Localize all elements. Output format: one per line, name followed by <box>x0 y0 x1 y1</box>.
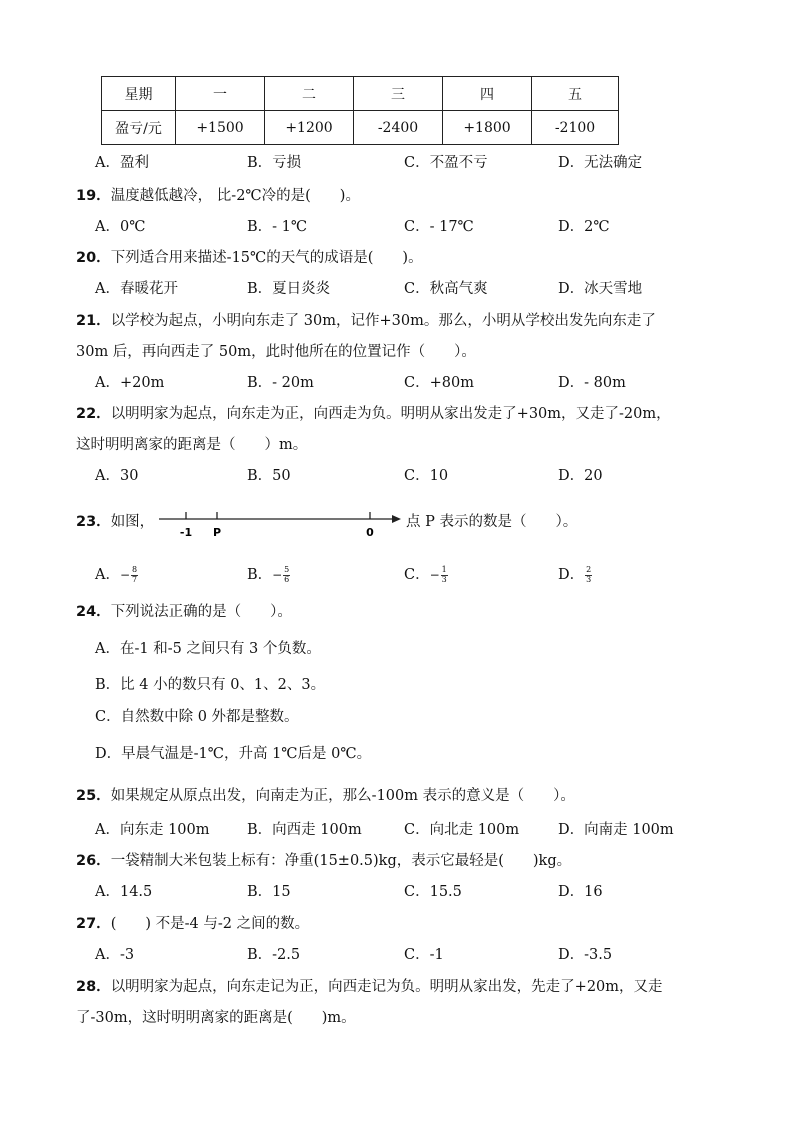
table-day-cell: 一 <box>176 77 265 111</box>
question-20 <box>76 246 423 267</box>
question-19 <box>76 184 360 205</box>
table-header-row <box>102 77 619 111</box>
label-neg1: -1 <box>179 526 193 539</box>
q26-option-a: A．14.5 <box>95 884 153 900</box>
option-letter: B． <box>247 567 273 583</box>
option-fraction <box>131 566 138 584</box>
q20-option-d: D．冰天雪地 <box>558 281 643 297</box>
number-line-arrowhead <box>392 515 401 523</box>
fraction-numerator: 5 <box>284 565 290 574</box>
q24-option-c: C．自然数中除 0 外都是整数。 <box>95 709 299 725</box>
q24-option-d: D．早晨气温是-1℃，升高 1℃后是 0℃。 <box>95 746 372 762</box>
q21-option-c: C．+80m <box>404 375 474 391</box>
fraction-numerator: 2 <box>586 565 592 574</box>
question-text-line1: 以明明家为起点，向东走记为正，向西走记为负。明明从家出发，先走了+20m，又走 <box>110 979 663 995</box>
table-value-cell: +1800 <box>443 111 532 145</box>
option-sign: − <box>119 568 131 582</box>
q22-option-d: D．20 <box>558 468 603 484</box>
table-value-cell: +1200 <box>265 111 354 145</box>
question-text: 下列适合用来描述-15℃的天气的成语是( )。 <box>110 250 423 266</box>
question-27 <box>76 912 309 933</box>
question-number: 25． <box>76 788 111 804</box>
question-number: 23． <box>76 514 111 530</box>
question-text-line1: 以学校为起点，小明向东走了 30m，记作+30m。那么，小明从学校出发先向东走了 <box>110 313 656 329</box>
question-text: 下列说法正确的是（ ）。 <box>110 604 292 620</box>
q24-option-b: B．比 4 小的数只有 0、1、2、3。 <box>95 677 326 693</box>
table-day-cell: 五 <box>532 77 619 111</box>
q21-option-b: B．- 20m <box>247 375 314 391</box>
option-fraction <box>585 566 592 584</box>
question-text-line2: 了-30m，这时明明离家的距离是( )m。 <box>76 1010 356 1026</box>
label-zero: 0 <box>366 526 374 539</box>
q23-option-b <box>247 563 290 584</box>
question-number: 24． <box>76 604 111 620</box>
fraction-denominator: 3 <box>441 575 447 584</box>
fraction-numerator: 8 <box>132 565 138 574</box>
q23-option-d <box>558 563 592 584</box>
q20-option-a: A．春暖花开 <box>95 281 178 297</box>
question-25 <box>76 784 575 805</box>
table-header-label: 星期 <box>102 77 176 111</box>
table-day-cell: 四 <box>443 77 532 111</box>
q25-option-b: B．向西走 100m <box>247 822 362 838</box>
option-letter: D． <box>558 567 585 583</box>
q27-option-b: B．-2.5 <box>247 947 301 963</box>
question-number: 19． <box>76 188 111 204</box>
option-sign: − <box>272 568 283 582</box>
q19-option-c: C．- 17℃ <box>404 219 474 235</box>
table-value-cell: +1500 <box>176 111 265 145</box>
question-text-line2: 30m 后，再向西走了 50m，此时他所在的位置记作（ ）。 <box>76 344 476 360</box>
question-text: 如果规定从原点出发，向南走为正，那么-100m 表示的意义是（ ）。 <box>110 788 575 804</box>
q20-option-c: C．秋高气爽 <box>404 281 488 297</box>
q26-option-c: C．15.5 <box>404 884 462 900</box>
table-row-label: 盈亏/元 <box>102 111 176 145</box>
question-number: 26． <box>76 853 111 869</box>
q19-option-d: D．2℃ <box>558 219 610 235</box>
question-22 <box>76 402 671 423</box>
question-number: 20． <box>76 250 111 266</box>
question-number: 28． <box>76 979 111 995</box>
table-day-cell: 三 <box>354 77 443 111</box>
q27-option-d: D．-3.5 <box>558 947 613 963</box>
question-21 <box>76 309 656 330</box>
question-23-suffix: 点 P 表示的数是（ ）。 <box>406 514 578 530</box>
q19-option-a: A．0℃ <box>95 219 146 235</box>
q19-option-b: B．- 1℃ <box>247 219 308 235</box>
q23-option-c <box>404 563 448 584</box>
q26-option-d: D．16 <box>558 884 603 900</box>
option-fraction <box>441 566 448 584</box>
q22-option-a: A．30 <box>95 468 139 484</box>
table-value-row <box>102 111 619 145</box>
q26-option-b: B．15 <box>247 884 291 900</box>
q18-option-a: A．盈利 <box>95 155 149 171</box>
table-value-cell: -2100 <box>532 111 619 145</box>
fraction-denominator: 6 <box>284 575 290 584</box>
question-26 <box>76 849 571 870</box>
question-28 <box>76 975 663 996</box>
label-p: P <box>212 526 222 539</box>
fraction-denominator: 3 <box>586 575 592 584</box>
question-number: 21． <box>76 313 111 329</box>
q18-option-c: C．不盈不亏 <box>404 155 488 171</box>
question-23 <box>76 510 154 531</box>
q18-option-d: D．无法确定 <box>558 155 643 171</box>
q23-option-a <box>95 563 138 584</box>
option-letter: C． <box>404 567 430 583</box>
question-text-line1: 以明明家为起点，向东走为正，向西走为负。明明从家出发走了+30m，又走了-20m， <box>110 406 671 422</box>
table-value-cell: -2400 <box>354 111 443 145</box>
q22-option-c: C．10 <box>404 468 449 484</box>
option-fraction <box>283 566 290 584</box>
q25-option-c: C．向北走 100m <box>404 822 520 838</box>
q25-option-a: A．向东走 100m <box>95 822 210 838</box>
question-text-line2: 这时明明离家的距离是（ ）m。 <box>76 437 308 453</box>
q25-option-d: D．向南走 100m <box>558 822 674 838</box>
question-text: ( ) 不是-4 与-2 之间的数。 <box>110 916 310 932</box>
number-line-figure <box>155 506 405 540</box>
question-24 <box>76 600 292 621</box>
q20-option-b: B．夏日炎炎 <box>247 281 331 297</box>
option-letter: A． <box>95 567 120 583</box>
q27-option-a: A．-3 <box>95 947 135 963</box>
question-number: 27． <box>76 916 111 932</box>
profit-table <box>101 76 619 145</box>
fraction-denominator: 7 <box>132 575 138 584</box>
q27-option-c: C．-1 <box>404 947 444 963</box>
table-day-cell: 二 <box>265 77 354 111</box>
q21-option-d: D．- 80m <box>558 375 626 391</box>
fraction-numerator: 1 <box>441 565 447 574</box>
q21-option-a: A．+20m <box>95 375 165 391</box>
question-text: 温度越低越冷， 比-2℃冷的是( )。 <box>110 188 360 204</box>
option-sign: − <box>429 568 440 582</box>
q22-option-b: B．50 <box>247 468 291 484</box>
question-number: 22． <box>76 406 111 422</box>
question-text: 如图， <box>110 514 155 530</box>
q18-option-b: B．亏损 <box>247 155 302 171</box>
q24-option-a: A．在-1 和-5 之间只有 3 个负数。 <box>95 641 321 657</box>
question-text: 一袋精制大米包装上标有：净重(15±0.5)kg，表示它最轻是( )kg。 <box>110 853 572 869</box>
